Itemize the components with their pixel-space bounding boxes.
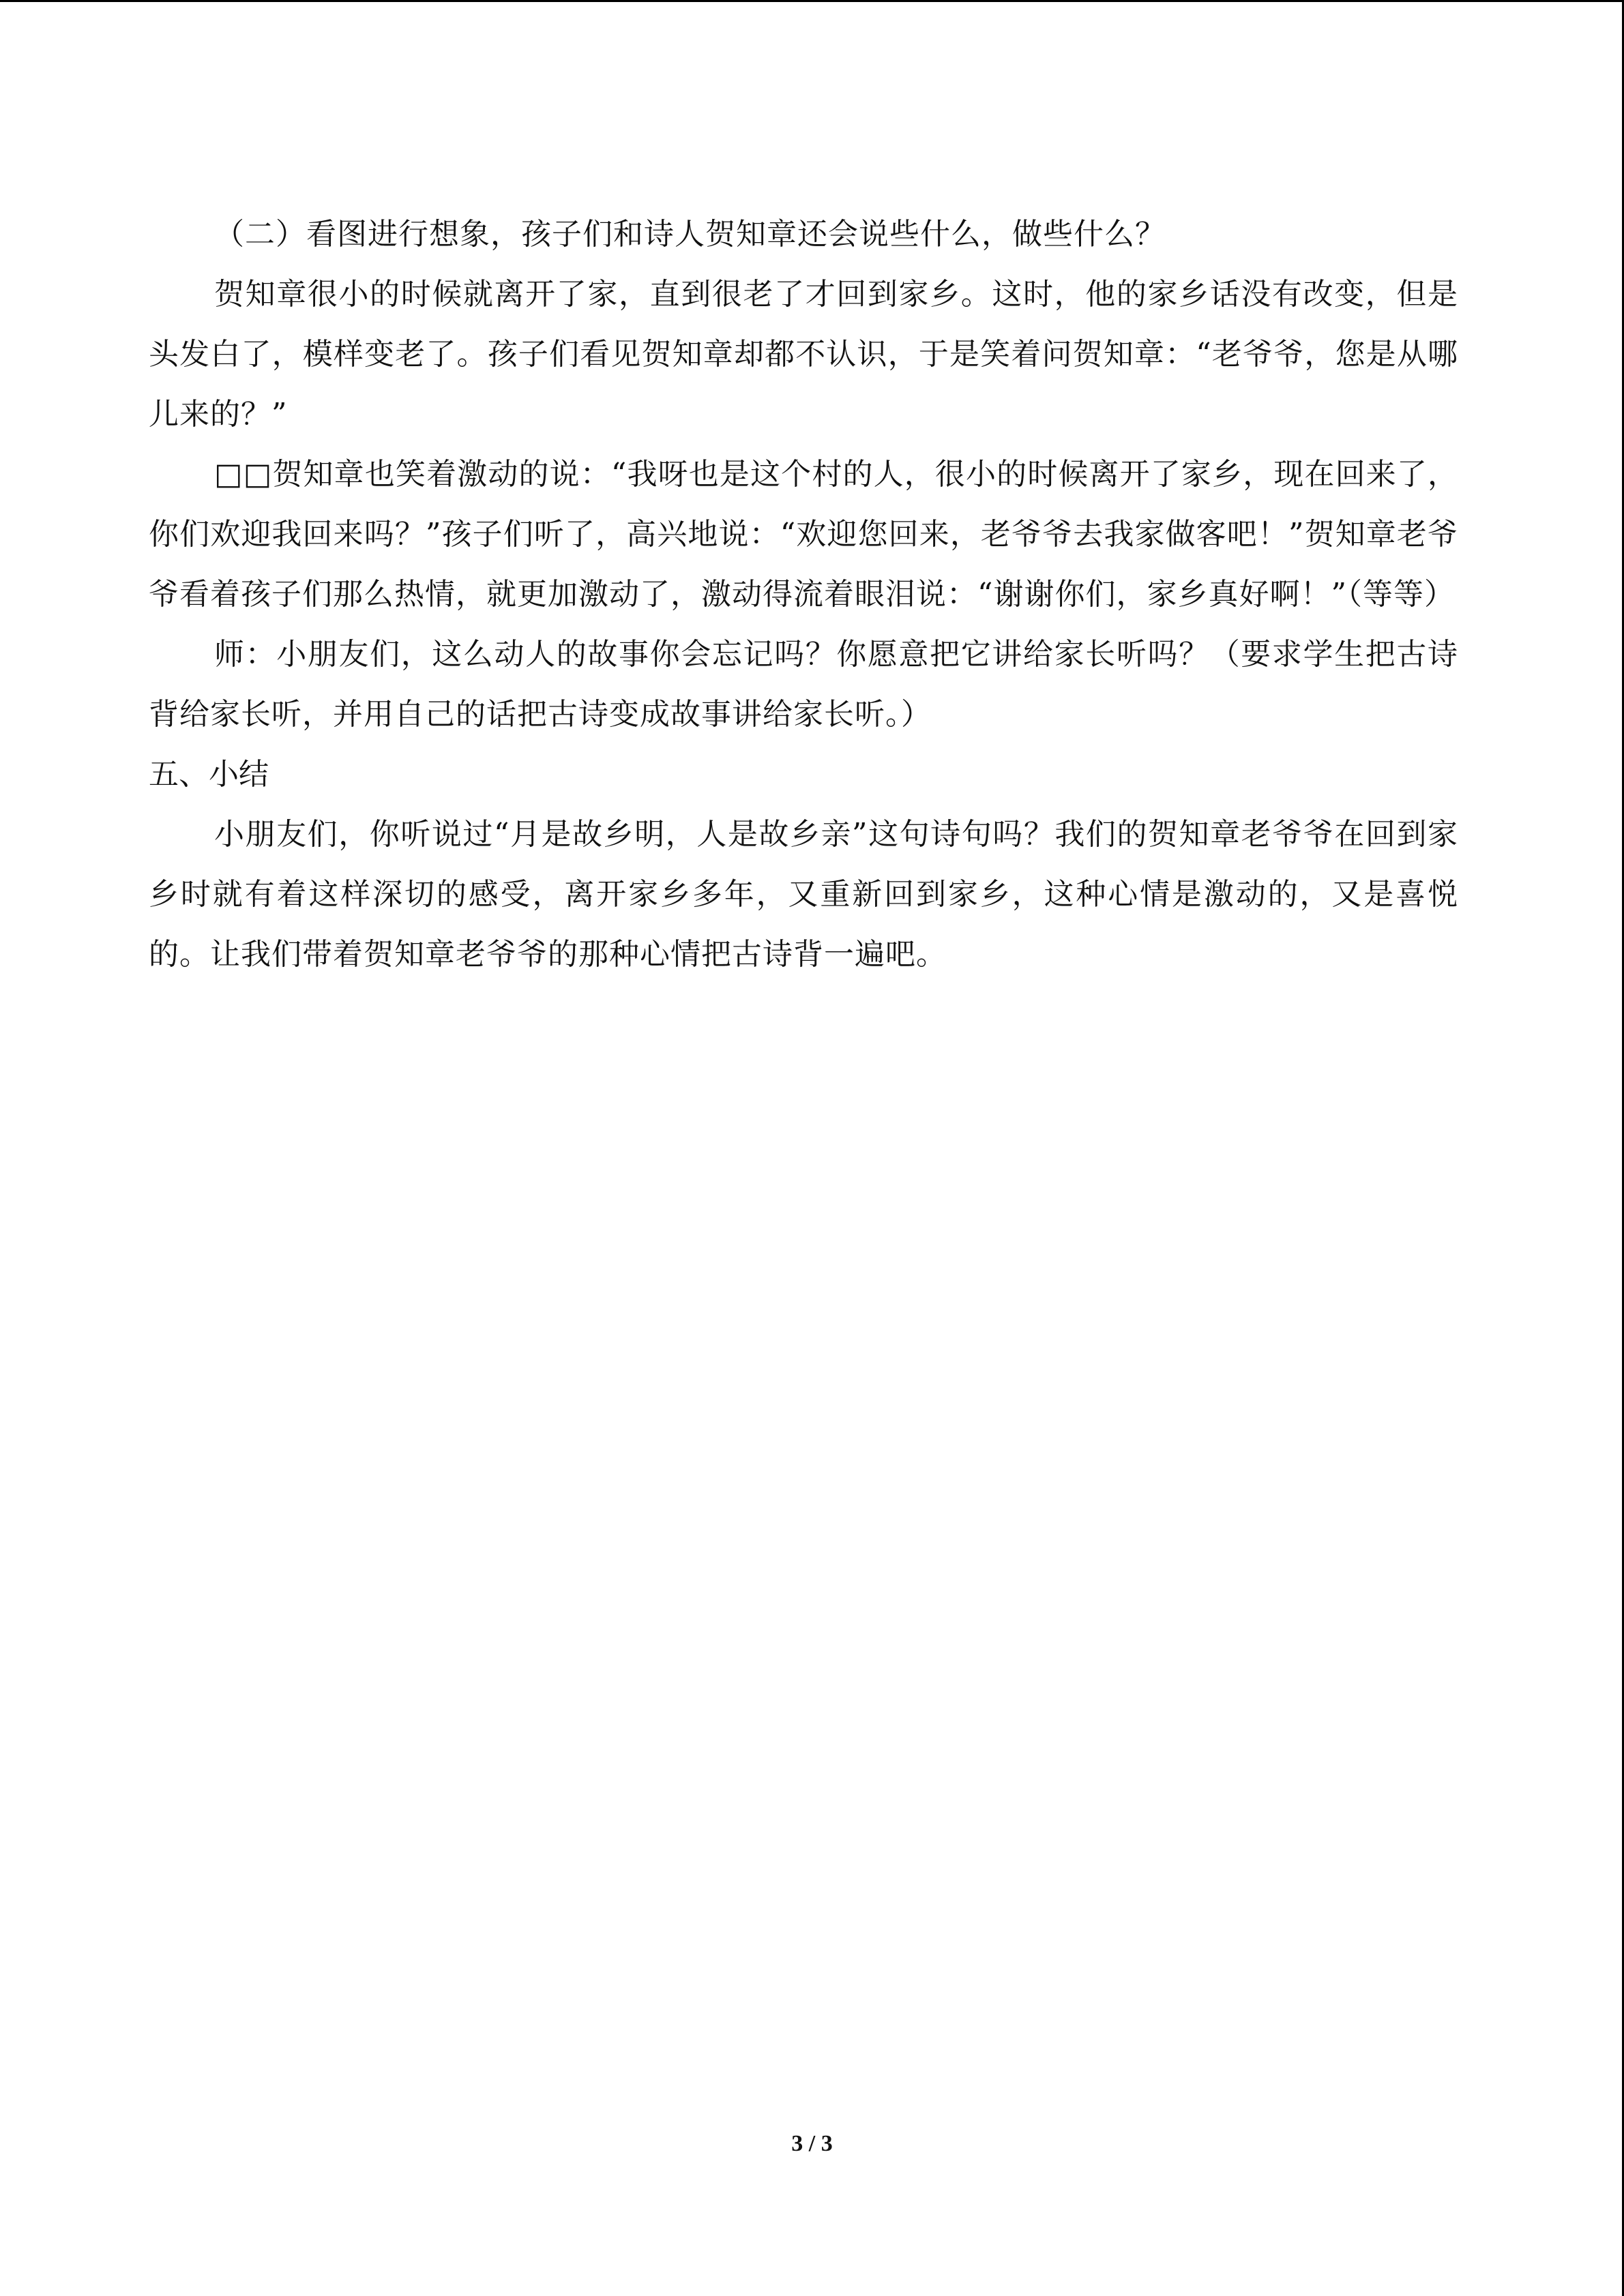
paragraph-story-dialogue: □□贺知章也笑着激动的说：“我呀也是这个村的人，很小的时候离开了家乡，现在回来了，你们欢迎我回来吗？”孩子们听了，高兴地说：“欢迎您回来，老爷爷去我家做客吧！”贺知章老爷爷看着孩子们那么热情，就更加激动了，激动得流着眼泪说：“谢谢你们，家乡真好啊！”（等等） (149, 457, 1458, 612)
paragraph-teacher-question: 师：小朋友们，这么动人的故事你会忘记吗？你愿意把它讲给家长听吗？（要求学生把古诗背给家长听，并用自己的话把古诗变成故事讲给家长听。） (149, 637, 1458, 732)
page-number: 3 / 3 (791, 2131, 833, 2156)
paragraph-summary: 小朋友们，你听说过“月是故乡明，人是故乡亲”这句诗句吗？我们的贺知章老爷爷在回到家乡时就有着这样深切的感受，离开家乡多年，又重新回到家乡，这种心情是激动的，又是喜悦的。让我们带着贺知章老爷爷的那种心情把古诗背一遍吧。 (149, 817, 1458, 972)
page-top-border (0, 0, 1624, 2)
document-body (149, 205, 1458, 985)
paragraph-imagination-prompt: （二）看图进行想象，孩子们和诗人贺知章还会说些什么，做些什么？ (214, 217, 1166, 252)
paragraph-story-intro: 贺知章很小的时候就离开了家，直到很老了才回到家乡。这时，他的家乡话没有改变，但是头发白了，模样变老了。孩子们看见贺知章却都不认识，于是笑着问贺知章：“老爷爷，您是从哪儿来的？” (149, 277, 1458, 432)
section-heading-summary: 五、小结 (149, 757, 269, 792)
